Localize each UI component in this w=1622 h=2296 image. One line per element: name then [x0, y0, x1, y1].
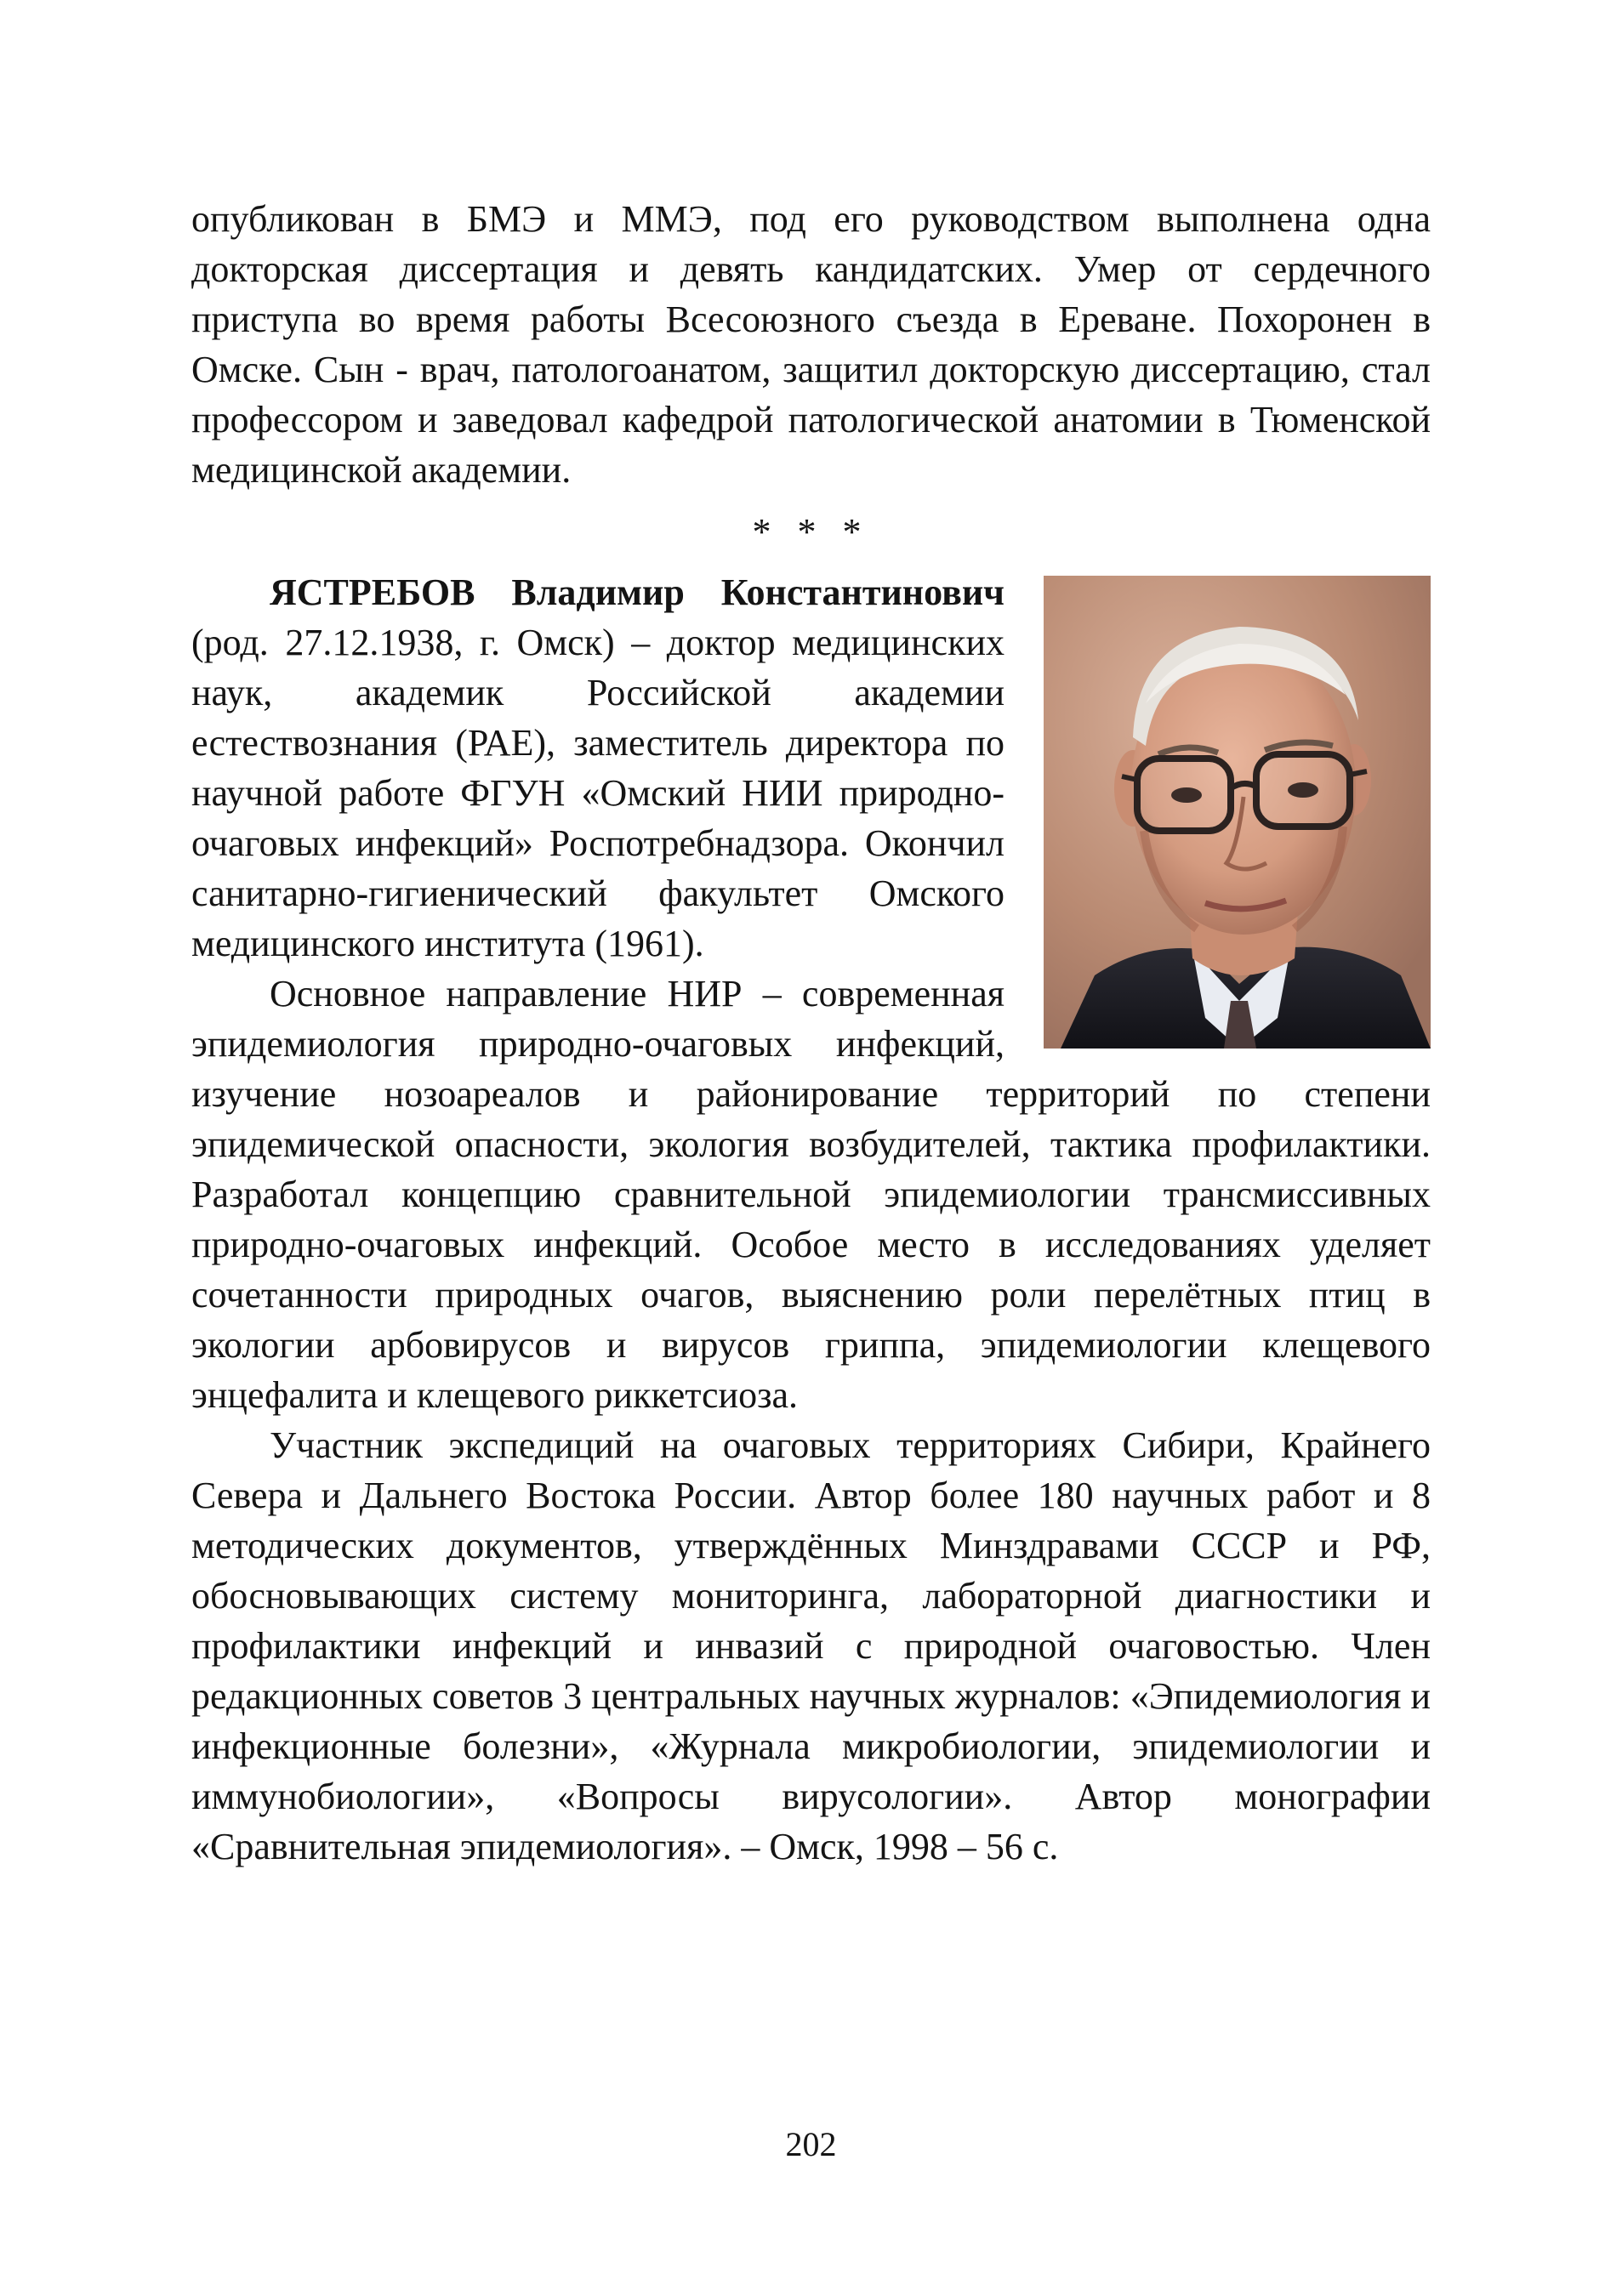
section-separator: * * *	[752, 511, 870, 553]
bio-research: Основное направление НИР – современная эпидемиология природно-очаговых инфекций, изучение нозоареалов и районирование территорий по степени эпидемической опасности, экология возбудителей, тактика профилактики. Разработал концепцию сравнительной эпидемиологии трансмиссивных природно-очаговых инфекций. Особое место в исследованиях уделяет сочетанности природных очагов, выяснению роли перелётных птиц в экологии арбовирусов и вирусов гриппа, эпидемиологии клещевого энцефалита и клещевого риккетсиоза.	[191, 973, 1431, 1416]
portrait-photo	[1044, 576, 1431, 1049]
bio-intro-text: (род. 27.12.1938, г. Омск) – доктор медицинских наук, академик Российской академии естествознания (РАЕ), заместитель директора по научной работе ФГУН «Омский НИИ природно-очаговых инфекций» Роспотребнадзора. Окончил санитарно-гигиенический факультет Омского медицинского института (1961).	[191, 622, 1005, 964]
person-name: ЯСТРЕБОВ Владимир Константинович	[270, 571, 1005, 613]
top-paragraph: опубликован в БМЭ и ММЭ, под его руководством выполнена одна докторская диссертация и девять кандидатских. Умер от сердечного приступа во время работы Всесоюзного съезда в Ереване. Похоронен в Омске. Сын - врач, патологоанатом, защитил докторскую диссертацию, стал профессором и заведовал кафедрой патологической анатомии в Тюменской медицинской академии.	[191, 198, 1431, 491]
page-content	[191, 194, 1431, 1872]
bio-expeditions: Участник экспедиций на очаговых территориях Сибири, Крайнего Севера и Дальнего Востока России. Автор более 180 научных работ и 8 методических документов, утверждённых Минздравами СССР и РФ, обосновывающих систему мониторинга, лабораторной диагностики и профилактики инфекций и инвазий с природной очаговостью. Член редакционных советов 3 центральных научных журналов: «Эпидемиология и инфекционные болезни», «Журнала микробиологии, эпидемиологии и иммунобиологии», «Вопросы вирусологии». Автор монографии «Сравнительная эпидемиология». – Омск, 1998 – 56 с.	[191, 1424, 1431, 1867]
biography-entry	[191, 567, 1431, 1872]
page-number: 202	[785, 2125, 837, 2163]
